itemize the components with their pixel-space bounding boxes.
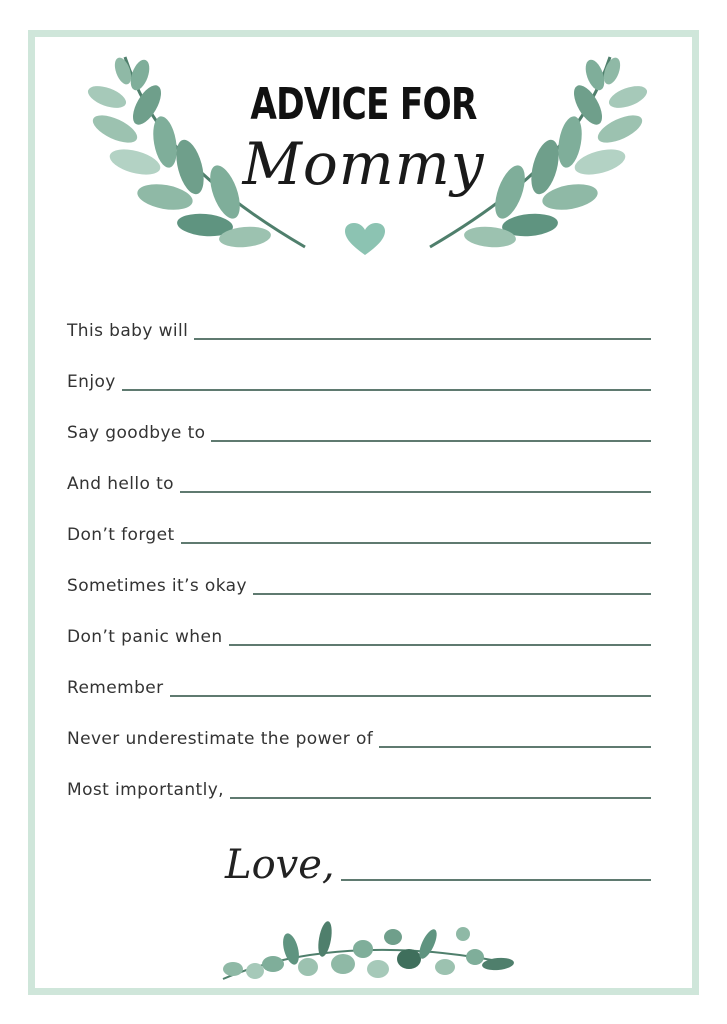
answer-line[interactable] [170, 695, 651, 697]
signature-line[interactable] [341, 879, 651, 881]
prompt-row [67, 617, 651, 647]
prompt-row [67, 311, 651, 341]
prompt-row [67, 464, 651, 494]
heart-icon [345, 223, 385, 257]
prompt-row [67, 719, 651, 749]
answer-line[interactable] [194, 338, 651, 340]
answer-line[interactable] [230, 797, 651, 799]
prompt-row [67, 413, 651, 443]
prompt-label: Enjoy [67, 372, 116, 392]
prompt-row [67, 668, 651, 698]
advice-card [28, 30, 699, 995]
prompt-label: This baby will [67, 321, 189, 341]
prompt-label: Don’t forget [67, 525, 175, 545]
prompt-row [67, 515, 651, 545]
prompt-label: Say goodbye to [67, 423, 206, 443]
answer-line[interactable] [180, 491, 651, 493]
prompt-row [67, 362, 651, 392]
prompt-row [67, 566, 651, 596]
answer-line[interactable] [122, 389, 651, 391]
answer-line[interactable] [379, 746, 651, 748]
prompt-label: Remember [67, 678, 164, 698]
title-advice-for: ADVICE FOR [250, 79, 477, 130]
prompt-label: Most importantly, [67, 780, 224, 800]
prompt-row [67, 770, 651, 800]
answer-line[interactable] [211, 440, 651, 442]
prompt-label: Don’t panic when [67, 627, 223, 647]
answer-line[interactable] [229, 644, 651, 646]
signoff-label: Love, [225, 842, 335, 888]
signoff-row [225, 827, 651, 887]
eucalyptus-cluster-icon [213, 909, 523, 981]
title-mommy: Mommy [242, 130, 485, 198]
prompt-label: Sometimes it’s okay [67, 576, 247, 596]
answer-line[interactable] [181, 542, 651, 544]
answer-line[interactable] [253, 593, 651, 595]
prompt-label: Never underestimate the power of [67, 729, 374, 749]
prompt-label: And hello to [67, 474, 174, 494]
